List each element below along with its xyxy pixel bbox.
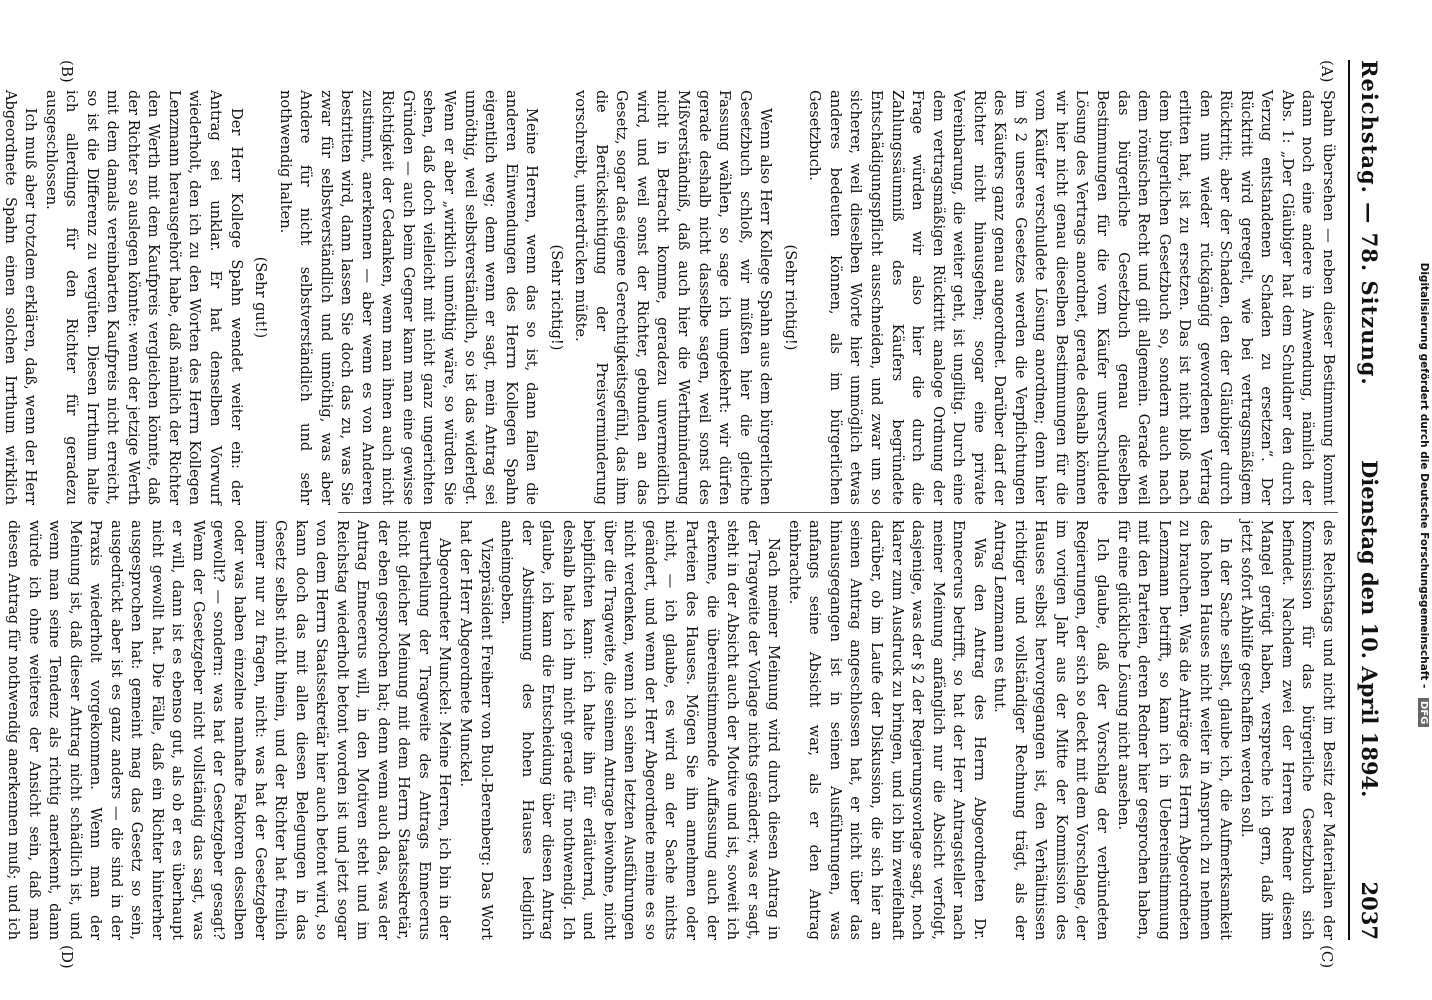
paragraph: Der Herr Kollege Spahn wendet weiter ein: der Antrag sei unklar. Er hat denselben Vorwurf wiederholt, den ich zu den Worten des Herrn Kollegen Lenzmann herausgehört habe, daß nämlich der Richter den Werth mit dem Kaufpreis vergleichen könnte, daß der Richter so auslegen könnte: wenn der jetzige Werth mit dem damals vereinbarten Kaufpreis nicht erreicht, so ist die Differenz zu vergüten. Diesen Irrthum halte ich allerdings für den Richter für geradezu ausgeschlossen. xyxy=(42,90,245,505)
paragraph: Ich muß aber trotzdem erklären, daß, wenn der Herr Abgeordnete Spahn einen solchen Irrthum wirklich xyxy=(1,90,40,505)
margin-label-c: (C) xyxy=(1318,945,1336,969)
header-left: Reichstag. — 78. Sitzung. xyxy=(1357,60,1382,386)
paragraph: Meine Herren, wenn das so ist, dann fallen die anderen Einwendungen des Herrn Kollegen Spahn eigentlich weg; denn wenn er sagt, mein Antrag sei unnöthig, weil selbstverständlich, so ist das widerlegt. Wenn er aber „wirklich unnöthig wäre, so würden Sie sehen, daß doch vielleicht mit nicht ganz ungerichten Gründen — auch beim Gegner kann man eine gewisse Richtigkeit der Gedanken, wenn man ihnen auch nicht zustimmt, anerkennen — aber wenn es von Anderen bestritten wird, dann lassen Sie doch das zu, was Sie zwar für selbstverständlich und unnöthig, was aber Andere für nicht selbstverständlich und sehr nothwendig halten. xyxy=(276,90,541,505)
reaction: (Sehr richtig!) xyxy=(547,244,565,351)
reaction: (Sehr richtig!) xyxy=(781,244,799,351)
reaction: (Sehr gut!) xyxy=(252,256,270,339)
speaker-paragraph: Abgeordneter Munckel: Meine Herren, ich bin in der Beurtheilung der Tragweite des Antrags Ennecerus nicht gleicher Meinung mit dem Herrn Staatssekretär, der eben gesprochen hat; denn wenn auch das, was der Antrag Ennecerus will, in den Motiven steht und im Reichstag wiederholt betont worden ist und jetzt sogar von dem Herrn Staatssekretär hier auch betont wird, so kann doch das mit allen diesen Belegungen in das Gesetz selbst nicht hinein, und der Richter hat freilich immer nur zu fragen, nicht: was hat der Gesetzgeber oder was haben einzelne namhafte Faktoren desselben gewollt? — sondern: was hat der Gesetzgeber gesagt? Wenn der Gesetzgeber nicht vollständig das sagt, was er will, dann ist es ebenso gut, als ob er es überhaupt nicht gewollt hat. Die Fälle, daß ein Richter hinterher ausgesprochen hat: gemeint mag das Gesetz so sein, ausgedrückt aber ist es ganz anders — die sind in der Praxis wiederholt vorgekommen. Wenn man der Meinung ist, daß dieser Antrag nicht schädlich ist, und wenn man seine Tendenz als richtig anerkennt, dann würde ich ohne weiteres der Ansicht sein, daß man diesen Antrag für nothwendig anerkennen muß; und ich xyxy=(5,520,454,940)
paragraph: Nach meiner Meinung wird durch diesen Antrag in der Tragweite der Vorlage nichts geändert; was er sagt, steht in der Absicht auch der Motive und ist, soweit ich erkenne, die übereinstimmende Auffassung auch der Parteien des Hauses. Mögen Sie ihn annehmen oder nicht, — ich glaube, es wird an der Sache nichts geändert, und wenn der Herr Abgeordnete meine es so nicht verdenken, wenn ich seinen letzten Ausführungen über die Tragweite, die seinem Antrage beiwohne, nicht beipflichten kann: ich halte ihn für erläuternd, und deshalb halte ich ihn nicht gerade für nothwendig. Ich glaube, ich kann die Entscheidung über diesen Antrag der Abstimmung des hohen Hauses lediglich anheimgeben. xyxy=(498,520,783,940)
header-date: Dienstag den 10. April 1894. xyxy=(1357,460,1382,798)
paragraph: des Reichstags und nicht im Besitz der Materialien der Kommission für das bürgerliche Gesetzbuch sich befindet. Nachdem zwei der Herren Redner diesen Mangel gerügt haben, verspreche ich gern, daß ihm jetzt sofort Abhilfe geschaffen werden soll. xyxy=(1237,520,1337,940)
running-header xyxy=(1354,60,1394,940)
paragraph: Wenn also Herr Kollege Spahn aus dem bürgerlichen Gesetzbuch schloß, wir müßten hier die gleiche Fassung wählen, so sage ich umgekehrt: wir dürfen gerade deshalb nicht dasselbe sagen, weil sonst des Mißverständniß, daß auch hier die Werthminderung nicht in Betracht komme, geradezu unvermeidlich wird, und weil sonst der Richter, gebunden an das Gesetz, sogar das eigene Gerechtigkeitsgefühl, das ihm die Berücksichtigung der Preisverminderung vorschreibt, unterdrücken müßte. xyxy=(572,90,775,505)
digitization-text: Digitalisierung gefördert durch die Deutsche Forschungsgemeinschaft - xyxy=(1418,262,1430,689)
paragraph: Was den Antrag des Herrn Abgeordneten Dr. Ennecerus betrifft, so hat der Herr Antragsteller nach meiner Meinung anfänglich nur die Absicht verfolgt, dasjenige, was der § 2 der Regierungsvorlage sagt, noch klarer zum Ausdruck zu bringen, und ich bin zweifelhaft darüber, ob im Laufe der Diskussion, die sich hier an seinen Antrag angeschlossen hat, er nicht über das hinausgegangen ist in seinen Ausführungen, was anfangs seine Absicht war, als er den Antrag einbrachte. xyxy=(785,520,988,940)
paragraph: Spahn übersehen — neben dieser Bestimmung kommt dann noch eine andere in Anwendung, nämlich der Abs. 1: „Der Gläubiger hat dem Schuldner den durch Verzug entstandenen Schaden zu ersetzen“. Der Rücktritt wird geregelt, wie bei vertragsmäßigem Rücktritt; aber der Schaden, den der Gläubiger durch den nun wieder rückgängig gewordenen Vertrag erlitten hat, ist zu ersetzen. Das ist nicht bloß nach dem bürgerlichen Gesetzbuch so, sondern auch nach dem römischen Recht und gilt allgemein. Gerade weil das bürgerliche Gesetzbuch genau dieselben Bestimmungen für die vom Käufer unverschuldete Lösung des Vertrags anordnet, gerade deshalb können wir hier nicht genau dieselben Bestimmungen für die vom Käufer verschuldete Lösung anordnen; denn hier im § 2 unseres Gesetzes werden die Verpflichtungen des Käufers ganz genau angeordnet. Darüber darf der Richter nicht hinausgehen; sogar eine private Vereinbarung, die weiter geht, ist ungiltig. Durch eine dem vertragsmäßigen Rücktritt analoge Ordnung der Frage würden wir also hier die durch die Zahlungssäumniß des Käufers begründete Entschädigungspflicht ausschneiden, und zwar um so sicherer, weil dieselben Worte hier unmöglich etwas anderes bedeuten können, als im bürgerlichen Gesetzbuch. xyxy=(806,90,1337,505)
paragraph: Ich glaube, daß der Vorschlag der verbündeten Regierungen, der sich so deckt mit dem Vorschlage, der im vorigen Jahr aus der Mitte der Kommission des Hauses selbst hervorgegangen ist, den Verhältnissen richtiger und vollständiger Rechnung trägt, als der Antrag Lenzmann es thut. xyxy=(991,520,1111,940)
margin-label-a: (A) xyxy=(1318,60,1336,83)
paragraph: In der Sache selbst, glaube ich, die Aufmerksamkeit des hohen Hauses nicht weiter in Anspruch zu nehmen zu brauchen. Was die Anträge des Herrn Abgeordneten Lenzmann betrifft, so kann ich in Uebereinstimmung mit den Parteien, deren Redner hier gesprochen haben, für eine glückliche Lösung nicht ansehen. xyxy=(1114,520,1235,940)
page-number: 2037 xyxy=(1357,881,1382,940)
margin-label-d: (D) xyxy=(58,945,76,969)
header-rule xyxy=(1348,60,1350,940)
dfg-logo: DFG xyxy=(1418,698,1429,727)
right-column xyxy=(5,520,1338,940)
speaker-paragraph: Vizepräsident Freiherr von Buol-Berenberg: Das Wort hat der Herr Abgeordnete Munckel. xyxy=(457,520,495,940)
margin-label-b: (B) xyxy=(58,60,76,83)
left-column xyxy=(1,90,1338,505)
column-separator xyxy=(338,512,1338,513)
digitization-notice xyxy=(1415,0,1432,1000)
